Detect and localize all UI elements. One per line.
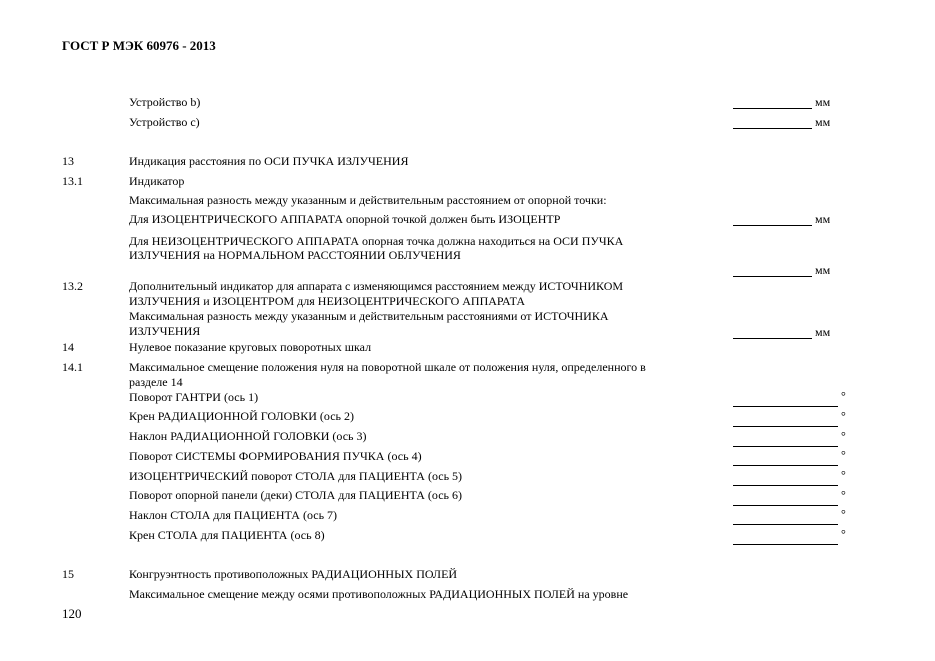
axis-4-field[interactable]: [733, 448, 846, 466]
unit-degree: °: [841, 409, 846, 423]
axis-1-field[interactable]: [733, 389, 846, 407]
isocentric-field[interactable]: [733, 212, 830, 226]
text-line: Дополнительный индикатор для аппарата с изменяющимся расстоянием между ИСТОЧНИКОМ: [129, 279, 624, 293]
section-number: 13: [62, 154, 74, 168]
section-title: Конгруэнтность противоположных РАДИАЦИОННЫХ ПОЛЕЙ: [129, 567, 458, 581]
device-b-field[interactable]: [733, 95, 830, 109]
unit-mm: мм: [815, 212, 831, 226]
section-number: 14: [62, 340, 74, 354]
text-line: ИЗЛУЧЕНИЯ: [129, 324, 201, 338]
text-line: Максимальная разность между указанным и действительным расстояниями от ИСТОЧНИКА: [129, 309, 609, 323]
unit-mm: мм: [815, 263, 831, 277]
axis-8-label: Крен СТОЛА для ПАЦИЕНТА (ось 8): [129, 528, 325, 542]
text-line: Для НЕИЗОЦЕНТРИЧЕСКОГО АППАРАТА опорная точка должна находиться на ОСИ ПУЧКА: [129, 234, 624, 248]
axis-7-field[interactable]: [733, 507, 846, 525]
unit-degree: °: [841, 429, 846, 443]
text-line: Максимальное смещение положения нуля на поворотной шкале от положения нуля, определенного в: [129, 360, 646, 374]
unit-degree: °: [841, 527, 846, 541]
section-number: 14.1: [62, 360, 83, 374]
axis-7-label: Наклон СТОЛА для ПАЦИЕНТА (ось 7): [129, 508, 338, 522]
section-title: Индикация расстояния по ОСИ ПУЧКА ИЗЛУЧЕНИЯ: [129, 154, 409, 168]
axis-2-label: Крен РАДИАЦИОННОЙ ГОЛОВКИ (ось 2): [129, 409, 355, 423]
unit-degree: °: [841, 488, 846, 502]
text-line: ИЗЛУЧЕНИЯ и ИЗОЦЕНТРОМ для НЕИЗОЦЕНТРИЧЕСКОГО АППАРАТА: [129, 294, 526, 308]
device-c-field[interactable]: [733, 115, 830, 129]
axis-8-field[interactable]: [733, 527, 846, 545]
section-title: Индикатор: [129, 174, 185, 188]
unit-degree: °: [841, 448, 846, 462]
text-line: Для ИЗОЦЕНТРИЧЕСКОГО АППАРАТА опорной точкой должен быть ИЗОЦЕНТР: [129, 212, 561, 226]
axis-2-field[interactable]: [733, 409, 846, 427]
device-b-label: Устройство b): [129, 95, 201, 109]
unit-mm: мм: [815, 325, 831, 339]
text-line: Максимальное смещение между осями противоположных РАДИАЦИОННЫХ ПОЛЕЙ на уровне: [129, 587, 629, 601]
section-number: 15: [62, 567, 74, 581]
axis-5-label: ИЗОЦЕНТРИЧЕСКИЙ поворот СТОЛА для ПАЦИЕНТА (ось 5): [129, 469, 463, 483]
unit-degree: °: [841, 507, 846, 521]
axis-3-label: Наклон РАДИАЦИОННОЙ ГОЛОВКИ (ось 3): [129, 429, 367, 443]
axis-1-label: Поворот ГАНТРИ (ось 1): [129, 390, 259, 404]
axis-4-label: Поворот СИСТЕМЫ ФОРМИРОВАНИЯ ПУЧКА (ось 4): [129, 449, 422, 463]
source-distance-field[interactable]: [733, 325, 830, 339]
text-line: Максимальная разность между указанным и действительным расстоянием от опорной точки:: [129, 193, 607, 207]
unit-degree: °: [841, 389, 846, 403]
section-number: 13.1: [62, 174, 83, 188]
non-isocentric-field[interactable]: [733, 263, 830, 277]
section-number: 13.2: [62, 279, 83, 293]
page-number: 120: [62, 606, 82, 621]
axis-5-field[interactable]: [733, 468, 846, 486]
axis-6-field[interactable]: [733, 488, 846, 506]
text-line: разделе 14: [129, 375, 183, 389]
unit-mm: мм: [815, 115, 831, 129]
section-title: Нулевое показание круговых поворотных шкал: [129, 340, 372, 354]
device-c-label: Устройство c): [129, 115, 200, 129]
unit-mm: мм: [815, 95, 831, 109]
document-header: ГОСТ Р МЭК 60976 - 2013: [62, 38, 216, 53]
unit-degree: °: [841, 468, 846, 482]
text-line: ИЗЛУЧЕНИЯ на НОРМАЛЬНОМ РАССТОЯНИИ ОБЛУЧЕНИЯ: [129, 248, 461, 262]
axis-6-label: Поворот опорной панели (деки) СТОЛА для ПАЦИЕНТА (ось 6): [129, 488, 462, 502]
axis-3-field[interactable]: [733, 429, 846, 447]
